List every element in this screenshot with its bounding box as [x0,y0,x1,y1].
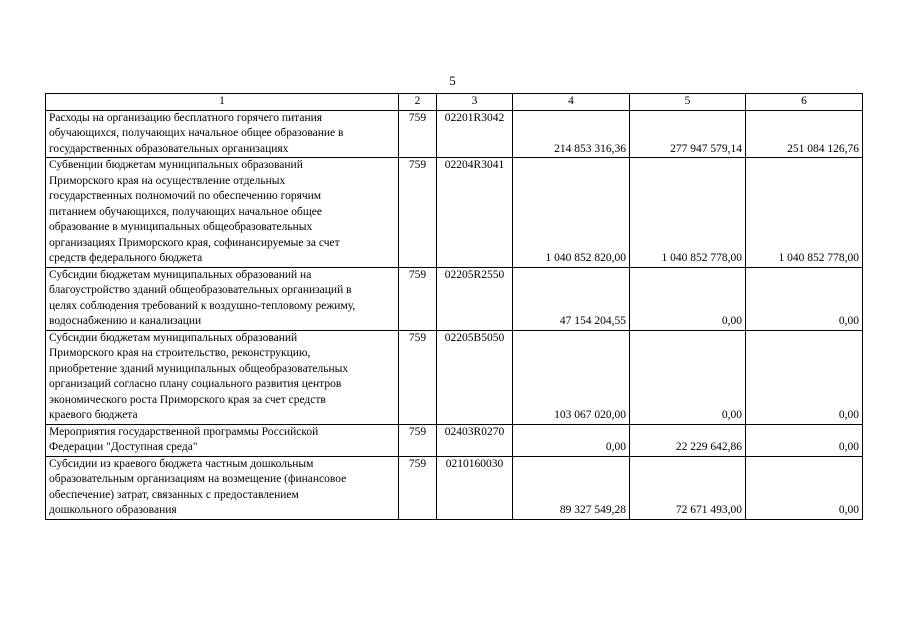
table-row [46,267,863,330]
row-value-col-5: 277 947 579,14 [630,110,746,158]
row-value-col-5: 1 040 852 778,00 [630,158,746,268]
page-number: 5 [449,73,456,88]
row-ministry: 759 [399,330,437,424]
row-value-col-5: 72 671 493,00 [630,456,746,519]
row-code: 02205R2550 [437,267,513,330]
row-description: Расходы на организацию бесплатного горячего питания обучающихся, получающих начальное общее образование в государственных образовательных организациях [46,110,399,158]
table-row [46,110,863,158]
row-value-col-5: 22 229 642,86 [630,424,746,456]
header-col-1: 1 [46,94,399,111]
row-ministry: 759 [399,267,437,330]
header-col-3: 3 [437,94,513,111]
row-description: Субсидии из краевого бюджета частным дошкольным образовательным организациям на возмещение (финансовое обеспечение) затрат, связанных с предоставлением дошкольного образования [46,456,399,519]
row-value-col-5: 0,00 [630,330,746,424]
row-value-col-4: 47 154 204,55 [513,267,630,330]
table-row [46,330,863,424]
row-value-col-4: 0,00 [513,424,630,456]
row-value-col-5: 0,00 [630,267,746,330]
row-description: Субсидии бюджетам муниципальных образований на благоустройство зданий общеобразовательных организаций в целях соблюдения требований к воздушно-тепловому режиму, водоснабжению и канализации [46,267,399,330]
row-value-col-6: 0,00 [746,330,863,424]
row-value-col-4: 1 040 852 820,00 [513,158,630,268]
row-ministry: 759 [399,110,437,158]
budget-table [45,93,863,520]
row-ministry: 759 [399,456,437,519]
row-value-col-4: 214 853 316,36 [513,110,630,158]
row-value-col-4: 89 327 549,28 [513,456,630,519]
row-description: Субсидии бюджетам муниципальных образований Приморского края на строительство, реконструкцию, приобретение зданий муниципальных общеобразовательных организаций согласно плану социального развития центров экономического роста Приморского края за счет средств краевого бюджета [46,330,399,424]
row-value-col-6: 1 040 852 778,00 [746,158,863,268]
row-ministry: 759 [399,158,437,268]
table-row [46,456,863,519]
header-col-2: 2 [399,94,437,111]
row-code: 02204R3041 [437,158,513,268]
header-col-6: 6 [746,94,863,111]
row-ministry: 759 [399,424,437,456]
row-value-col-4: 103 067 020,00 [513,330,630,424]
header-row [46,94,863,111]
table-row [46,158,863,268]
row-value-col-6: 0,00 [746,267,863,330]
row-description: Мероприятия государственной программы Российской Федерации "Доступная среда" [46,424,399,456]
header-col-5: 5 [630,94,746,111]
row-value-col-6: 251 084 126,76 [746,110,863,158]
row-code: 02205B5050 [437,330,513,424]
row-code: 0210160030 [437,456,513,519]
row-code: 02403R0270 [437,424,513,456]
table-row [46,424,863,456]
row-code: 02201R3042 [437,110,513,158]
row-value-col-6: 0,00 [746,424,863,456]
header-col-4: 4 [513,94,630,111]
row-description: Субвенции бюджетам муниципальных образований Приморского края на осуществление отдельных государственных полномочий по обеспечению горячим питанием обучающихся, получающих начальное общее образование в муниципальных общеобразовательных организациях Приморского края, софинансируемые за счет средств федерального бюджета [46,158,399,268]
row-value-col-6: 0,00 [746,456,863,519]
